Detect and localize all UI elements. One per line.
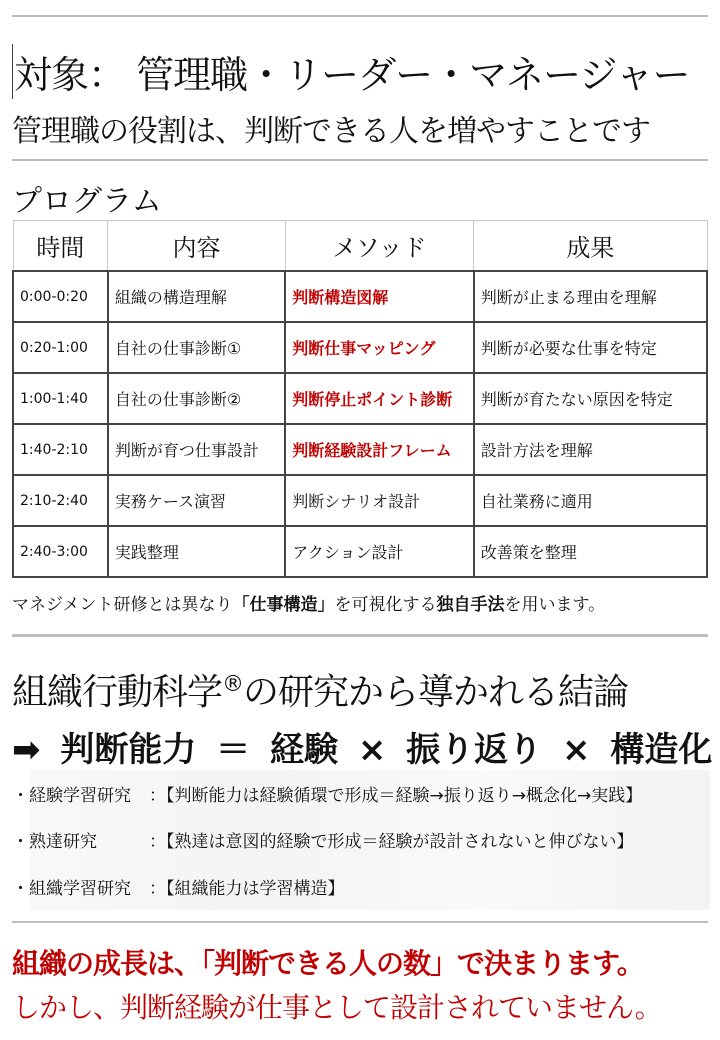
bullet-label: 組織学習研究 bbox=[29, 879, 131, 899]
cell-method: アクション設計 bbox=[285, 526, 473, 577]
cell-method: 判断停止ポイント診断 bbox=[285, 373, 473, 424]
bullet-item bbox=[12, 781, 642, 806]
note-text: マネジメント研修とは異なり bbox=[12, 595, 233, 615]
heading-text: の研究から導かれる結論 bbox=[243, 672, 629, 713]
closing-statement: 組織の成長は、「判断できる人の数」で決まります。 bbox=[12, 947, 644, 980]
closing-statement: しかし、判断経験が仕事として設計されていません。 bbox=[12, 991, 662, 1024]
bullet-mark: ・ bbox=[12, 879, 29, 899]
table-row bbox=[13, 373, 707, 424]
cell-result: 判断が必要な仕事を特定 bbox=[474, 322, 707, 373]
table-row bbox=[13, 424, 707, 475]
table-row bbox=[13, 271, 707, 322]
program-heading: プログラム bbox=[12, 184, 162, 219]
heading-text: 組織行動科学 bbox=[12, 672, 223, 713]
bullet-label: 経験学習研究 bbox=[29, 786, 131, 806]
cell-time: 1:40-2:10 bbox=[13, 424, 108, 475]
formula: ➡ 判断能力 ＝ 経験 × 振り返り × 構造化 bbox=[12, 730, 713, 770]
cell-content: 自社の仕事診断② bbox=[108, 373, 285, 424]
program-note bbox=[12, 590, 605, 615]
bullet-label: 熟達研究 bbox=[29, 832, 97, 852]
note-text: を可視化する bbox=[334, 595, 437, 615]
note-emphasis: 「仕事構造」 bbox=[232, 595, 335, 615]
bullet-mark: ・ bbox=[12, 786, 29, 806]
bullet-text: ：【組織能力は学習構造】 bbox=[149, 879, 345, 899]
cell-method: 判断仕事マッピング bbox=[285, 322, 473, 373]
bullet-text: ：【熟達は意図的経験で形成＝経験が設計されないと伸びない】 bbox=[149, 832, 634, 852]
bullet-text: ：【判断能力は経験循環で形成＝経験→振り返り→概念化→実践】 bbox=[149, 786, 643, 806]
conclusion-heading bbox=[12, 664, 628, 715]
note-text: を用います。 bbox=[504, 595, 606, 615]
cell-content: 実務ケース演習 bbox=[108, 475, 285, 526]
program-table bbox=[12, 220, 708, 578]
cell-result: 改善策を整理 bbox=[474, 526, 707, 577]
cell-time: 0:20-1:00 bbox=[13, 322, 108, 373]
page-title: 対象： 管理職・リーダー・マネージャー bbox=[12, 44, 690, 99]
column-header-time: 時間 bbox=[13, 221, 108, 272]
bullet-item bbox=[12, 827, 634, 852]
cell-result: 設計方法を理解 bbox=[474, 424, 707, 475]
cell-result: 判断が止まる理由を理解 bbox=[474, 271, 707, 322]
cell-method: 判断シナリオ設計 bbox=[285, 475, 473, 526]
cell-method: 判断構造図解 bbox=[285, 271, 473, 322]
divider bbox=[12, 15, 708, 17]
cell-result: 自社業務に適用 bbox=[474, 475, 707, 526]
page-subtitle: 管理職の役割は、判断できる人を増やすことです bbox=[12, 114, 650, 149]
note-emphasis: 独自手法 bbox=[436, 595, 505, 615]
cell-method: 判断経験設計フレーム bbox=[285, 424, 473, 475]
cell-time: 2:40-3:00 bbox=[13, 526, 108, 577]
divider bbox=[12, 921, 708, 923]
table-row bbox=[13, 526, 707, 577]
cell-time: 2:10-2:40 bbox=[13, 475, 108, 526]
cell-result: 判断が育たない原因を特定 bbox=[474, 373, 707, 424]
table-row bbox=[13, 322, 707, 373]
cell-time: 1:00-1:40 bbox=[13, 373, 108, 424]
cell-content: 自社の仕事診断① bbox=[108, 322, 285, 373]
divider bbox=[12, 634, 708, 637]
column-header-method: メソッド bbox=[285, 221, 473, 272]
registered-mark: ® bbox=[222, 672, 244, 697]
table-row bbox=[13, 475, 707, 526]
cell-time: 0:00-0:20 bbox=[13, 271, 108, 322]
divider bbox=[12, 159, 708, 161]
column-header-content: 内容 bbox=[108, 221, 285, 272]
cell-content: 組織の構造理解 bbox=[108, 271, 285, 322]
column-header-result: 成果 bbox=[474, 221, 707, 272]
bullet-mark: ・ bbox=[12, 832, 29, 852]
cell-content: 判断が育つ仕事設計 bbox=[108, 424, 285, 475]
cell-content: 実践整理 bbox=[108, 526, 285, 577]
bullet-item bbox=[12, 874, 345, 899]
